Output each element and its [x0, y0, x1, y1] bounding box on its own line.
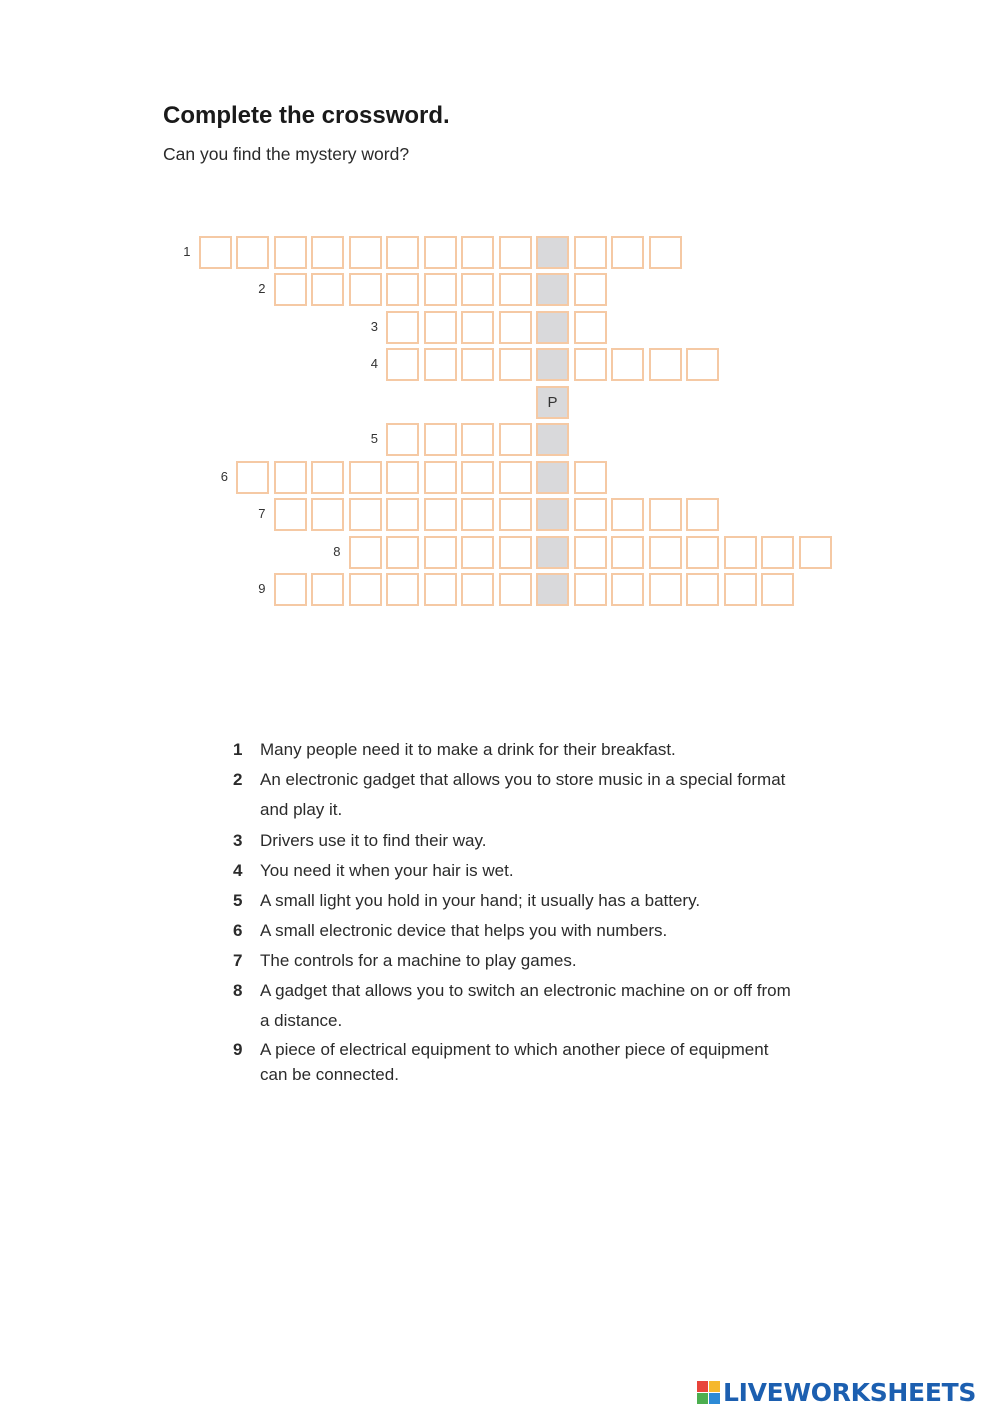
row-number-1: 1 [183, 244, 191, 259]
clue-item [233, 765, 793, 826]
crossword-cell[interactable] [311, 461, 344, 494]
mystery-cell[interactable] [536, 461, 569, 494]
clue-item [233, 916, 793, 946]
clue-item [233, 976, 793, 1037]
clue-number: 5 [233, 891, 243, 910]
crossword-cell[interactable] [386, 236, 419, 269]
crossword-cell[interactable] [499, 573, 532, 606]
crossword-cell[interactable] [499, 461, 532, 494]
clue-text: A small electronic device that helps you with numbers. [260, 921, 668, 940]
crossword-cell[interactable] [349, 498, 382, 531]
crossword-cell[interactable] [686, 573, 719, 606]
crossword-cell[interactable] [499, 498, 532, 531]
crossword-cell[interactable] [424, 273, 457, 306]
row-number-9: 9 [258, 581, 266, 596]
clue-text: You need it when your hair is wet. [260, 861, 514, 880]
clue-number: 9 [233, 1040, 243, 1059]
crossword-cell[interactable] [724, 536, 757, 569]
crossword-cell[interactable] [649, 498, 682, 531]
page-title: Complete the crossword. [163, 102, 450, 129]
mystery-cell[interactable] [536, 536, 569, 569]
crossword-cell[interactable] [611, 236, 644, 269]
mystery-cell[interactable] [536, 348, 569, 381]
mystery-cell[interactable] [536, 498, 569, 531]
mystery-cell: P [536, 386, 569, 419]
row-number-4: 4 [370, 356, 378, 371]
clue-number: 6 [233, 921, 243, 940]
crossword-cell[interactable] [461, 273, 494, 306]
mystery-cell[interactable] [536, 311, 569, 344]
crossword-cell[interactable] [386, 423, 419, 456]
crossword-cell[interactable] [499, 311, 532, 344]
crossword-cell[interactable] [611, 348, 644, 381]
crossword-cell[interactable] [274, 573, 307, 606]
crossword-cell[interactable] [424, 348, 457, 381]
crossword-cell[interactable] [349, 273, 382, 306]
crossword-cell[interactable] [461, 348, 494, 381]
crossword-cell[interactable] [461, 573, 494, 606]
clue-text: A gadget that allows you to switch an electronic machine on or off from a distance. [260, 981, 791, 1030]
crossword-cell[interactable] [311, 273, 344, 306]
crossword-cell[interactable] [461, 236, 494, 269]
crossword-grid [0, 0, 1000, 700]
liveworksheets-logo-icon [697, 1381, 721, 1405]
crossword-cell[interactable] [499, 423, 532, 456]
crossword-cell[interactable] [574, 311, 607, 344]
crossword-cell[interactable] [761, 573, 794, 606]
logo-text: LIVEWORKSHEETS [723, 1378, 977, 1407]
crossword-cell[interactable] [574, 573, 607, 606]
crossword-cell[interactable] [386, 573, 419, 606]
crossword-cell[interactable] [424, 536, 457, 569]
clue-text: The controls for a machine to play games. [260, 951, 577, 970]
row-number-8: 8 [333, 544, 341, 559]
crossword-cell[interactable] [236, 236, 269, 269]
crossword-cell[interactable] [499, 536, 532, 569]
crossword-cell[interactable] [424, 311, 457, 344]
crossword-cell[interactable] [461, 423, 494, 456]
clue-text: Drivers use it to find their way. [260, 831, 487, 850]
clue-number: 3 [233, 831, 243, 850]
crossword-cell[interactable] [499, 236, 532, 269]
crossword-cell[interactable] [386, 348, 419, 381]
crossword-cell[interactable] [424, 573, 457, 606]
crossword-cell[interactable] [386, 311, 419, 344]
crossword-cell[interactable] [461, 498, 494, 531]
crossword-cell[interactable] [574, 348, 607, 381]
clue-text: An electronic gadget that allows you to store music in a special format and play it. [260, 770, 786, 819]
crossword-cell[interactable] [424, 236, 457, 269]
clue-number: 1 [233, 740, 243, 759]
crossword-cell[interactable] [349, 236, 382, 269]
page-subtitle: Can you find the mystery word? [163, 144, 410, 164]
crossword-cell[interactable] [199, 236, 232, 269]
clue-item [233, 1037, 793, 1087]
crossword-cell[interactable] [611, 498, 644, 531]
clue-number: 2 [233, 770, 243, 789]
clue-number: 7 [233, 951, 243, 970]
crossword-cell[interactable] [611, 536, 644, 569]
crossword-cell[interactable] [311, 498, 344, 531]
crossword-cell[interactable] [386, 461, 419, 494]
crossword-cell[interactable] [574, 461, 607, 494]
crossword-cell[interactable] [461, 461, 494, 494]
crossword-cell[interactable] [574, 498, 607, 531]
crossword-cell[interactable] [349, 461, 382, 494]
crossword-cell[interactable] [461, 311, 494, 344]
crossword-cell[interactable] [724, 573, 757, 606]
row-number-3: 3 [370, 319, 378, 334]
clue-text: A piece of electrical equipment to which another piece of equipment can be connected. [260, 1040, 769, 1084]
clue-item [233, 946, 793, 976]
crossword-cell[interactable] [274, 498, 307, 531]
crossword-cell[interactable] [274, 461, 307, 494]
crossword-cell[interactable] [461, 536, 494, 569]
crossword-cell[interactable] [574, 236, 607, 269]
crossword-cell[interactable] [686, 348, 719, 381]
crossword-cell[interactable] [386, 536, 419, 569]
crossword-cell[interactable] [386, 273, 419, 306]
crossword-cell[interactable] [574, 273, 607, 306]
clue-item [233, 856, 793, 886]
crossword-cell[interactable] [686, 536, 719, 569]
crossword-cell[interactable] [649, 348, 682, 381]
clue-item [233, 735, 793, 765]
row-number-7: 7 [258, 506, 266, 521]
crossword-cell[interactable] [349, 573, 382, 606]
row-number-6: 6 [220, 469, 228, 484]
crossword-cell[interactable] [799, 536, 832, 569]
crossword-cell[interactable] [311, 573, 344, 606]
clue-number: 4 [233, 861, 243, 880]
crossword-cell[interactable] [649, 236, 682, 269]
mystery-cell[interactable] [536, 236, 569, 269]
crossword-cell[interactable] [499, 348, 532, 381]
liveworksheets-logo [697, 1378, 976, 1407]
crossword-cell[interactable] [349, 536, 382, 569]
mystery-cell[interactable] [536, 573, 569, 606]
crossword-cell[interactable] [274, 236, 307, 269]
crossword-cell[interactable] [424, 498, 457, 531]
crossword-cell[interactable] [424, 423, 457, 456]
row-number-2: 2 [258, 281, 266, 296]
crossword-cell[interactable] [649, 536, 682, 569]
mystery-cell[interactable] [536, 273, 569, 306]
clue-number: 8 [233, 981, 243, 1000]
crossword-cell[interactable] [686, 498, 719, 531]
crossword-cell[interactable] [611, 573, 644, 606]
crossword-cell[interactable] [236, 461, 269, 494]
crossword-cell[interactable] [311, 236, 344, 269]
clue-text: Many people need it to make a drink for their breakfast. [260, 740, 676, 759]
crossword-cell[interactable] [574, 536, 607, 569]
row-number-5: 5 [370, 431, 378, 446]
clue-item [233, 826, 793, 856]
crossword-cell[interactable] [274, 273, 307, 306]
clue-list [233, 735, 793, 1087]
crossword-cell[interactable] [424, 461, 457, 494]
clue-item [233, 886, 793, 916]
clue-text: A small light you hold in your hand; it usually has a battery. [260, 891, 701, 910]
crossword-cell[interactable] [649, 573, 682, 606]
crossword-cell[interactable] [386, 498, 419, 531]
crossword-cell[interactable] [499, 273, 532, 306]
mystery-cell[interactable] [536, 423, 569, 456]
crossword-cell[interactable] [761, 536, 794, 569]
